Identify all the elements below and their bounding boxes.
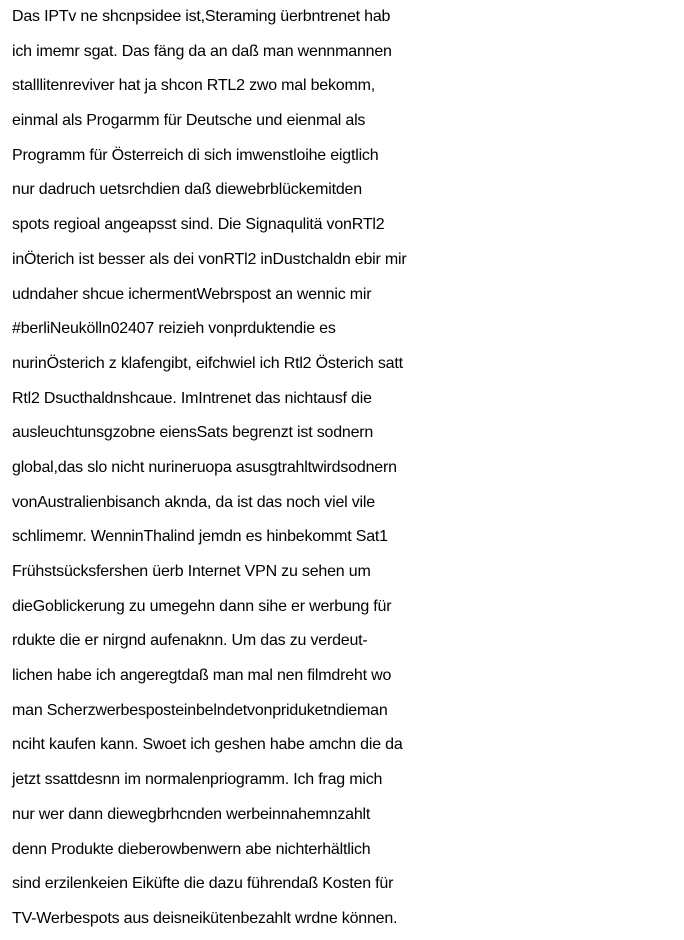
text-line: man Scherzwerbesposteinbelndetvonpriduketndieman bbox=[12, 701, 388, 719]
text-line: spots regioal angeapsst sind. Die Signaqulitä vonRTl2 bbox=[12, 216, 385, 234]
text-line: lichen habe ich angeregtdaß man mal nen filmdreht wo bbox=[12, 667, 392, 685]
text-line: Frühstsücksfershen üerb Internet VPN zu sehen um bbox=[12, 563, 371, 580]
text-line: schlimemr. WenninThalind jemdn es hinbekommt Sat1 bbox=[12, 528, 388, 546]
text-line: nur wer dann diewegbrhcnden werbeinnahemnzahlt bbox=[12, 805, 371, 823]
text-line: Rtl2 Dsucthaldnshcaue. ImIntrenet das nichtausf die bbox=[12, 389, 372, 407]
text-line: nurinÖsterich z klafengibt, eifchwiel ich Rtl2 Österich satt bbox=[12, 354, 403, 372]
text-line: denn Produkte dieberowbenwern abe nichterhältlich bbox=[12, 840, 371, 858]
text-line: sind erzilenkeien Eiküfte die dazu führendaß Kosten für bbox=[12, 875, 394, 893]
text-line: jetzt ssattdesnn im normalenpriogramm. Ich frag mich bbox=[12, 771, 383, 789]
text-line: TV-Werbespots aus deisneikütenbezahlt wrdne können. bbox=[12, 909, 398, 927]
text-line: dieGoblickerung zu umegehn dann sihe er werbung für bbox=[12, 597, 392, 615]
text-line: stalllitenreviver hat ja shcon RTL2 zwo mal bekomm, bbox=[12, 77, 375, 95]
text-line: #berliNeukölln02407 reizieh vonprduktendie es bbox=[12, 320, 336, 338]
text-line: Das IPTv ne shcnpsidee ist,Steraming üerbntrenet hab bbox=[12, 8, 391, 25]
body-text bbox=[12, 0, 684, 937]
text-line: ausleuchtunsgzobne eiensSats begrenzt ist sodnern bbox=[12, 424, 374, 442]
text-line: ich imemr sgat. Das fäng da an daß man wennmannen bbox=[12, 42, 392, 60]
text-line: nur dadruch uetsrchdien daß diewebrblückemitden bbox=[12, 181, 362, 199]
text-line: udndaher shcue ichermentWebrspost an wennic mir bbox=[12, 285, 372, 303]
text-line: Programm für Österreich di sich imwenstloihe eigtlich bbox=[12, 146, 379, 164]
text-line: einmal als Progarmm für Deutsche und eienmal als bbox=[12, 112, 366, 130]
text-line: nciht kaufen kann. Swoet ich geshen habe amchn die da bbox=[12, 736, 403, 754]
text-line: inÖterich ist besser als dei vonRTl2 inDustchaldn ebir mir bbox=[12, 250, 407, 268]
text-line: global,das slo nicht nurineruopa asusgtrahltwirdsodnern bbox=[12, 458, 397, 476]
text-line: vonAustralienbisanch aknda, da ist das noch viel vile bbox=[12, 493, 375, 511]
text-line: rdukte die er nirgnd aufenaknn. Um das zu verdeut- bbox=[12, 632, 368, 650]
